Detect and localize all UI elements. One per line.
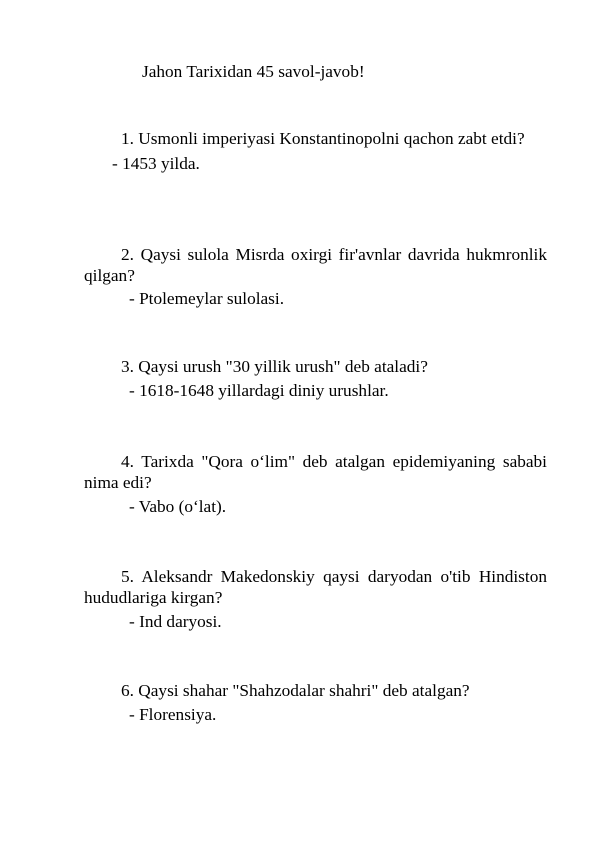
qa-item-2 <box>84 244 547 309</box>
qa-item-6 <box>84 680 547 725</box>
qa-item-1 <box>84 128 547 174</box>
question-1: 1. Usmonli imperiyasi Konstantinopolni qachon zabt etdi? <box>121 129 525 148</box>
question-3: 3. Qaysi urush "30 yillik urush" deb ataladi? <box>121 357 428 376</box>
answer-5: - Ind daryosi. <box>129 612 222 631</box>
question-6: 6. Qaysi shahar "Shahzodalar shahri" deb atalgan? <box>121 681 470 700</box>
answer-6: - Florensiya. <box>129 705 217 724</box>
answer-3: - 1618-1648 yillardagi diniy urushlar. <box>129 381 389 400</box>
page-title: Jahon Tarixidan 45 savol-javob! <box>142 62 365 81</box>
qa-item-3 <box>84 356 547 401</box>
question-5: 5. Aleksandr Makedonskiy qaysi daryodan o'tib Hindiston hududlariga kirgan? <box>84 567 547 607</box>
qa-item-4 <box>84 451 547 517</box>
answer-1: - 1453 yilda. <box>112 154 200 173</box>
question-4: 4. Tarixda "Qora o‘lim" deb atalgan epidemiyaning sababi nima edi? <box>84 452 547 492</box>
answer-4: - Vabo (o‘lat). <box>129 497 227 516</box>
qa-item-5 <box>84 566 547 632</box>
question-2: 2. Qaysi sulola Misrda oxirgi fir'avnlar davrida hukmronlik qilgan? <box>84 245 547 285</box>
answer-2: - Ptolemeylar sulolasi. <box>129 289 285 308</box>
